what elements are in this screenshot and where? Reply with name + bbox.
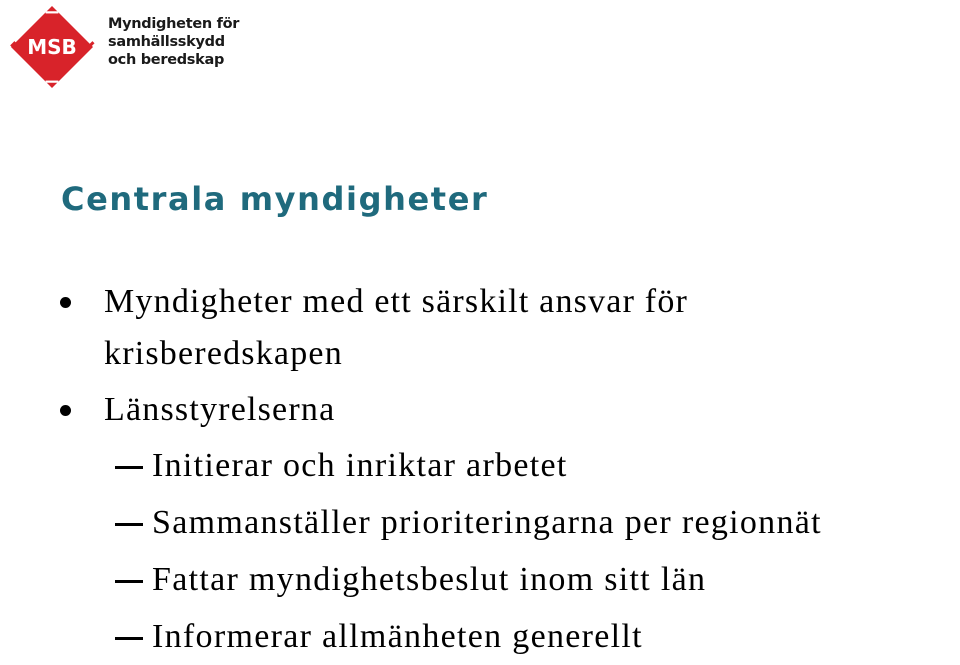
bullet-dot-icon — [60, 405, 71, 416]
sub-bullet-text: Initierar och inriktar arbetet — [152, 447, 568, 484]
dash-icon — [115, 637, 143, 640]
sub-bullet-item — [152, 494, 822, 551]
sub-bullet-text: Informerar allmänheten generellt — [152, 618, 643, 655]
sub-bullet-text: Fattar myndighetsbeslut inom sitt län — [152, 561, 707, 598]
logo-name-line: och beredskap — [108, 52, 225, 68]
bullet-item — [104, 384, 335, 436]
bullet-item — [104, 276, 688, 380]
sub-bullet-item — [152, 551, 706, 608]
dash-icon — [115, 523, 143, 526]
bullet-text: krisberedskapen — [104, 335, 343, 372]
logo-name-line: Myndigheten för — [108, 16, 240, 32]
bullet-text: Myndigheter med ett särskilt ansvar för — [104, 283, 689, 320]
bullet-dot-icon — [60, 297, 71, 308]
sub-bullet-text: Sammanställer prioriteringarna per regionnät — [152, 504, 822, 541]
logo-name-line: samhällsskydd — [108, 34, 225, 50]
dash-icon — [115, 580, 143, 583]
sub-bullet-item — [152, 437, 568, 494]
slide-title: Centrala myndigheter — [61, 180, 489, 218]
msb-logo-mark: MSB — [27, 35, 77, 59]
bullet-text: Länsstyrelserna — [104, 391, 336, 428]
sub-bullet-item — [152, 608, 643, 665]
dash-icon — [115, 466, 143, 469]
